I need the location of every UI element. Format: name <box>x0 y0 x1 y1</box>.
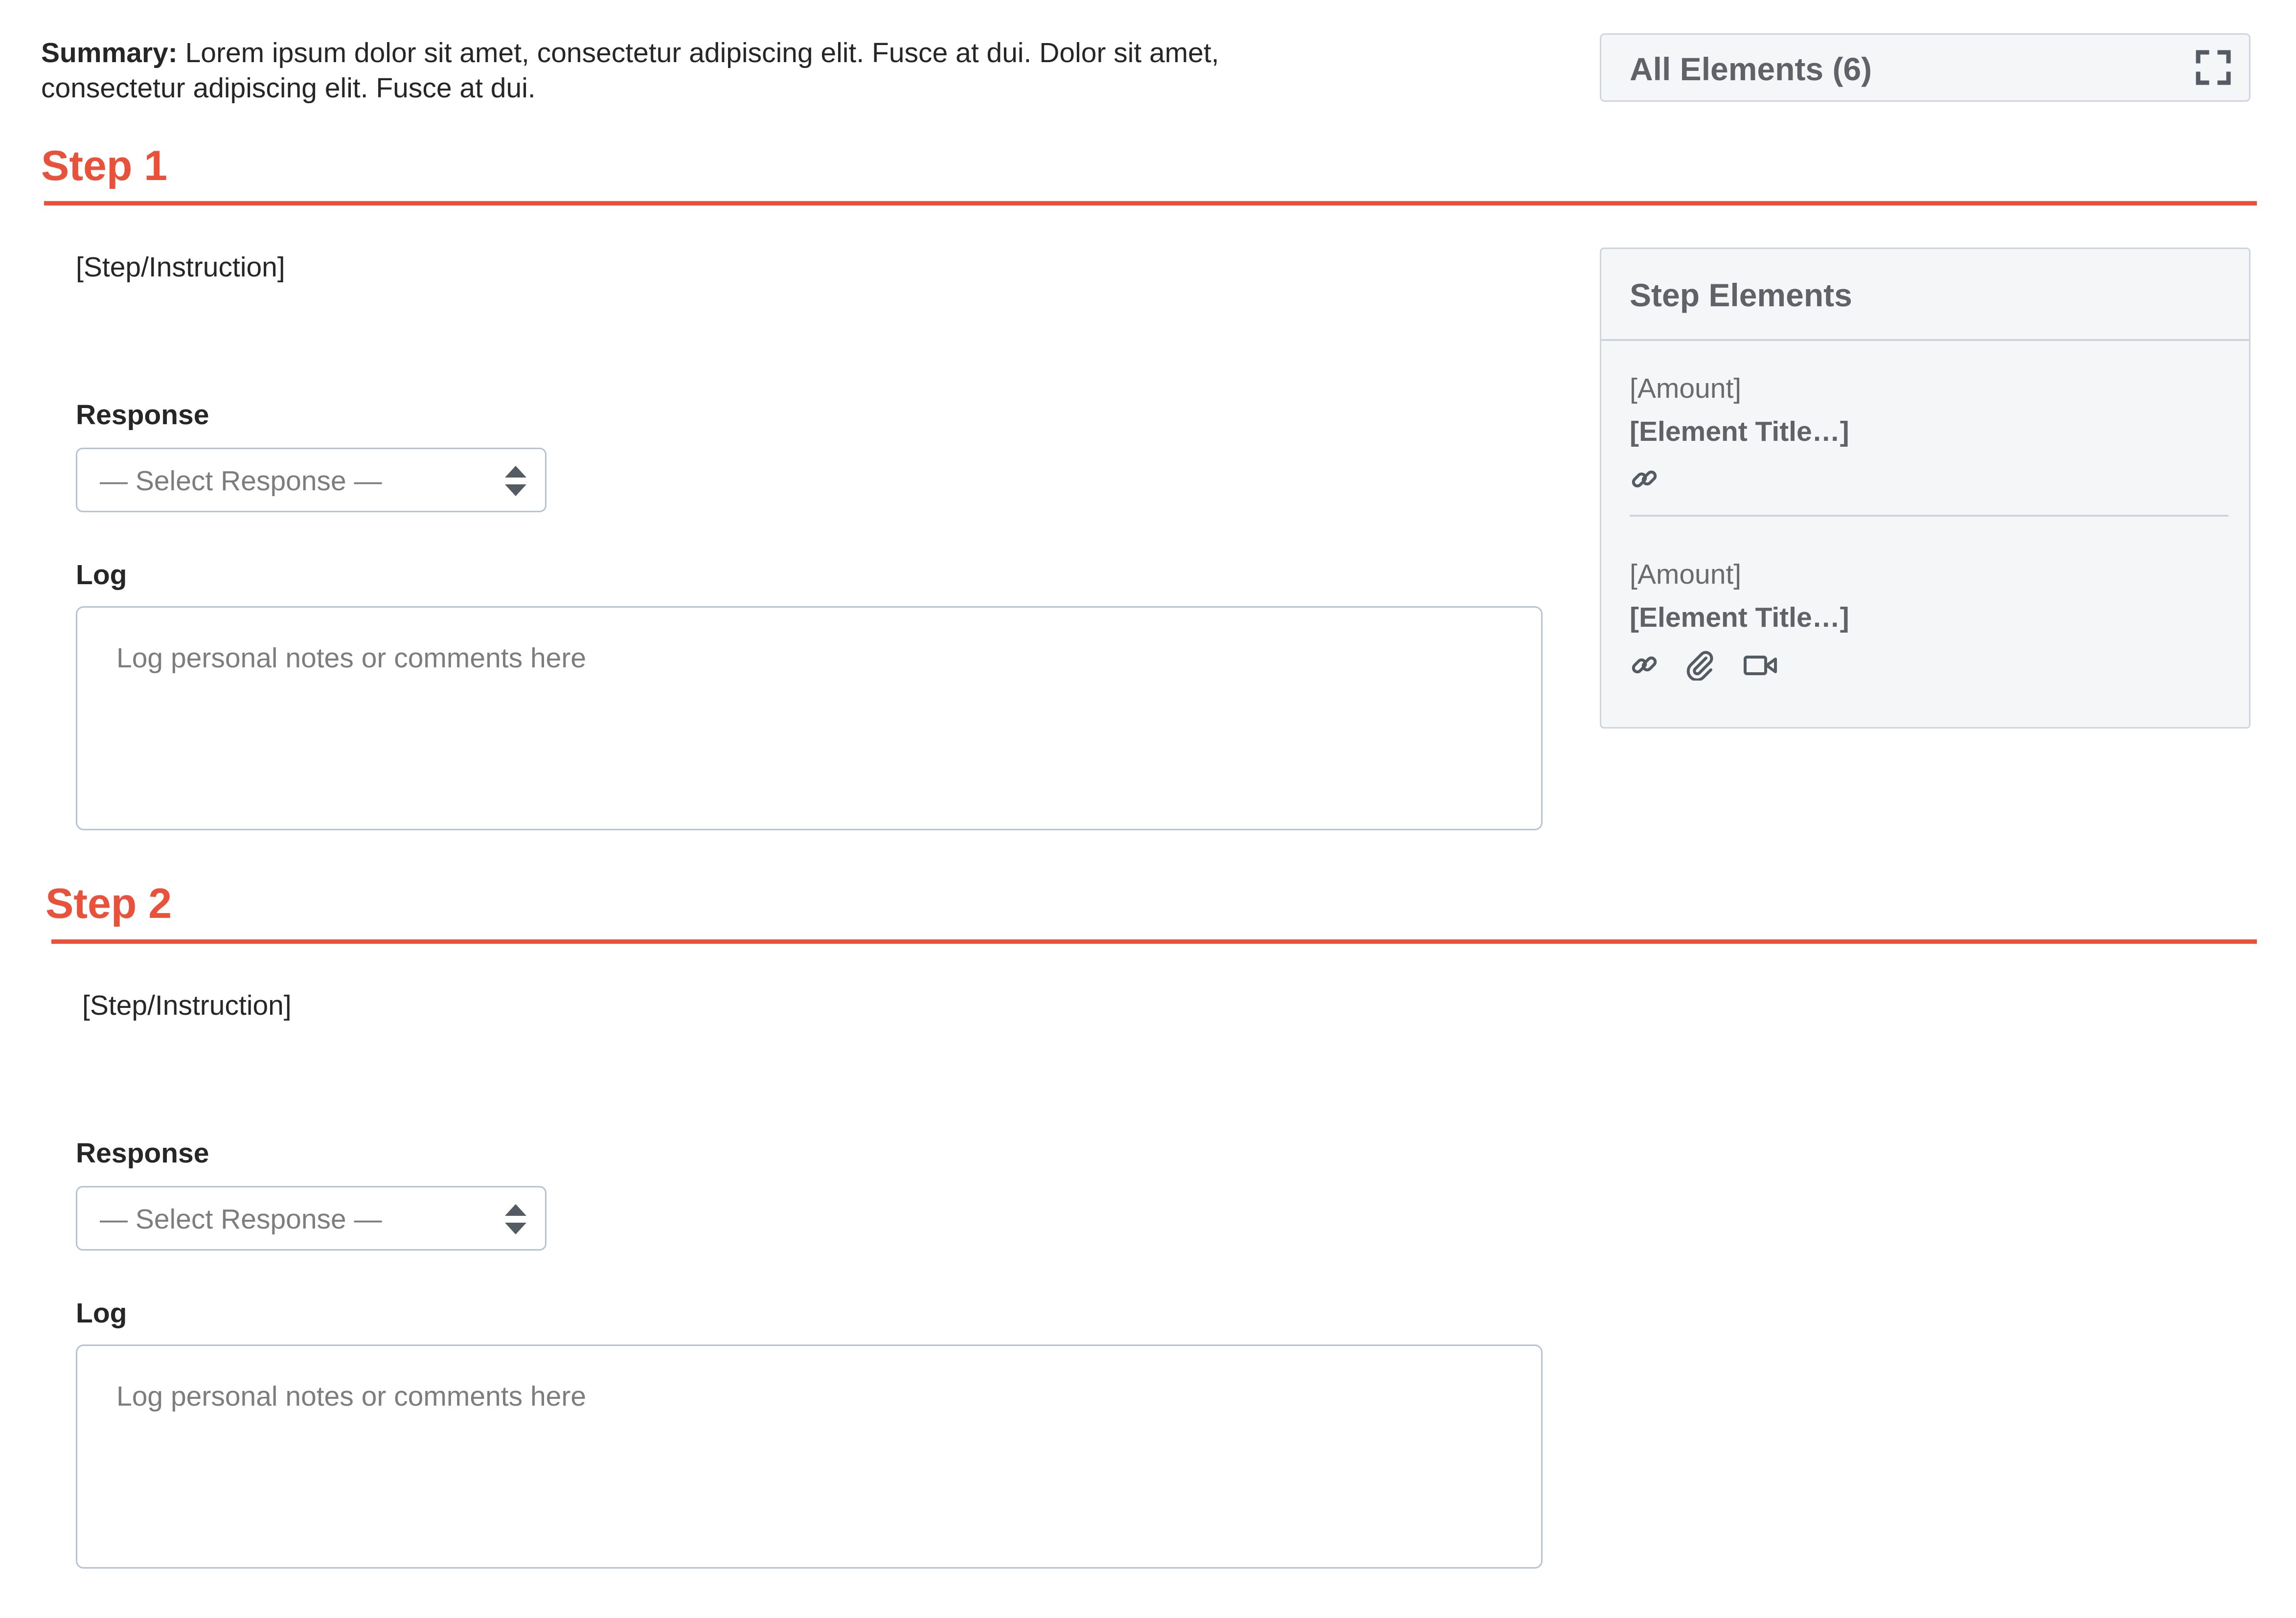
step-1-response-select[interactable] <box>76 448 546 512</box>
element-amount: [Amount] <box>1630 559 1742 590</box>
summary-text: Lorem ipsum dolor sit amet, consectetur adipiscing elit. Fusce at dui. Dolor sit amet, consectetur adipiscing elit. Fusce at dui. <box>41 37 1219 104</box>
step-1-response-label: Response <box>76 399 209 431</box>
element-title[interactable]: [Element Title…] <box>1630 416 1849 447</box>
element-divider <box>1630 515 2228 517</box>
step-2-response-label: Response <box>76 1138 209 1169</box>
sort-arrows-icon <box>504 1203 527 1235</box>
paperclip-icon[interactable] <box>1684 649 1716 681</box>
step-2-divider <box>51 939 2257 944</box>
step-1-log-label: Log <box>76 559 127 591</box>
video-camera-icon[interactable] <box>1743 649 1777 681</box>
step-2-response-select[interactable] <box>76 1186 546 1251</box>
all-elements-label: All Elements (6) <box>1630 51 1872 87</box>
element-title[interactable]: [Element Title…] <box>1630 602 1849 633</box>
step-2-log-label: Log <box>76 1298 127 1329</box>
expand-icon[interactable] <box>2195 49 2231 86</box>
step-2-title: Step 2 <box>45 880 172 927</box>
element-amount: [Amount] <box>1630 373 1742 404</box>
step-2-log-textarea[interactable] <box>76 1345 1543 1569</box>
step-1-title: Step 1 <box>41 142 168 189</box>
log-placeholder: Log personal notes or comments here <box>116 1381 587 1412</box>
step-1-divider <box>44 201 2257 205</box>
log-placeholder: Log personal notes or comments here <box>116 642 587 674</box>
response-select-placeholder: — Select Response — <box>100 1204 382 1235</box>
step-elements-title: Step Elements <box>1630 277 1852 313</box>
link-icon[interactable] <box>1629 463 1660 495</box>
link-icon[interactable] <box>1629 649 1660 681</box>
step-1-instruction: [Step/Instruction] <box>76 251 285 283</box>
step-1-log-textarea[interactable] <box>76 606 1543 830</box>
sort-arrows-icon <box>504 465 527 497</box>
summary <box>41 35 1303 106</box>
summary-label: Summary: <box>41 37 178 68</box>
response-select-placeholder: — Select Response — <box>100 465 382 497</box>
step-elements-header <box>1601 249 2249 341</box>
step-elements-panel <box>1600 248 2251 729</box>
step-2-instruction: [Step/Instruction] <box>82 990 292 1021</box>
all-elements-button[interactable] <box>1600 33 2251 102</box>
